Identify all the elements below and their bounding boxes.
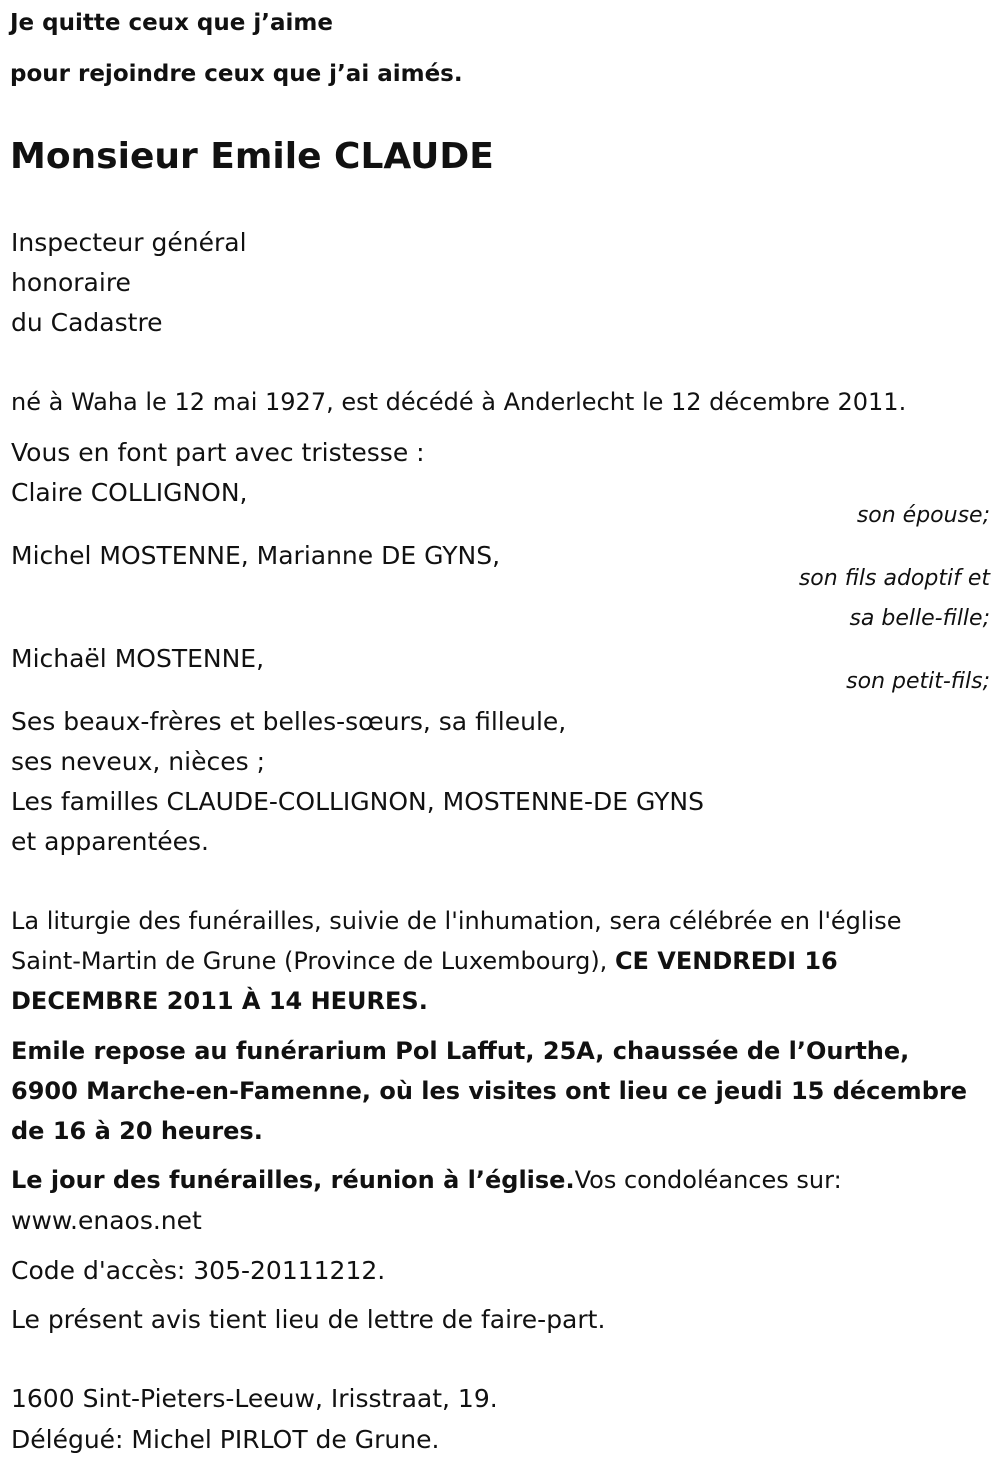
footer-address: 1600 Sint-Pieters-Leeuw, Irisstraat, 19. xyxy=(11,1384,498,1413)
mourner-2-names: Michel MOSTENNE, Marianne DE GYNS, xyxy=(11,541,501,570)
deceased-title-line-1: Inspecteur général xyxy=(11,228,247,257)
liturgy-line-2-regular: Saint-Martin de Grune (Province de Luxembourg), xyxy=(11,947,615,975)
notice-line: Le présent avis tient lieu de lettre de faire-part. xyxy=(11,1305,606,1334)
liturgy-date-bold: CE VENDREDI 16 xyxy=(614,947,838,975)
deceased-title-line-3: du Cadastre xyxy=(11,308,163,337)
deceased-name: Monsieur Emile CLAUDE xyxy=(10,136,494,177)
others-line-3: Les familles CLAUDE-COLLIGNON, MOSTENNE-DE GYNS xyxy=(11,787,705,816)
epigraph-line-2: pour rejoindre ceux que j’ai aimés. xyxy=(10,61,463,87)
mourner-1-names: Claire COLLIGNON, xyxy=(11,478,248,507)
repose-line-3: de 16 à 20 heures. xyxy=(11,1117,263,1145)
others-line-2: ses neveux, nièces ; xyxy=(11,747,266,776)
birth-death-line: né à Waha le 12 mai 1927, est décédé à Anderlecht le 12 décembre 2011. xyxy=(11,388,907,416)
announcement-intro: Vous en font part avec tristesse : xyxy=(11,438,425,467)
meeting-bold: Le jour des funérailles, réunion à l’église. xyxy=(11,1166,575,1194)
mourner-2-relation-line-2: sa belle-fille; xyxy=(849,606,990,631)
liturgy-line-1: La liturgie des funérailles, suivie de l'inhumation, sera célébrée en l'église xyxy=(11,907,902,935)
footer-delegate: Délégué: Michel PIRLOT de Grune. xyxy=(11,1425,440,1454)
mourner-3-names: Michaël MOSTENNE, xyxy=(11,644,265,673)
others-line-4: et apparentées. xyxy=(11,827,209,856)
others-line-1: Ses beaux-frères et belles-sœurs, sa filleule, xyxy=(11,707,567,736)
mourner-3-relation: son petit-fils; xyxy=(846,669,990,694)
mourner-1-relation: son épouse; xyxy=(856,503,990,528)
repose-line-1: Emile repose au funérarium Pol Laffut, 25A, chaussée de l’Ourthe, xyxy=(11,1037,910,1065)
liturgy-line-2 xyxy=(11,949,838,973)
access-code: Code d'accès: 305-20111212. xyxy=(11,1256,386,1285)
condolences-text: Vos condoléances sur: xyxy=(574,1166,842,1194)
mourner-2-relation-line-1: son fils adoptif et xyxy=(798,566,990,591)
liturgy-line-3: DECEMBRE 2011 À 14 HEURES. xyxy=(11,987,428,1015)
repose-line-2: 6900 Marche-en-Famenne, où les visites ont lieu ce jeudi 15 décembre xyxy=(11,1077,967,1105)
deceased-title-line-2: honoraire xyxy=(11,268,131,297)
condolences-site: www.enaos.net xyxy=(11,1206,202,1235)
epigraph-line-1: Je quitte ceux que j’aime xyxy=(10,10,333,36)
meeting-line xyxy=(11,1168,842,1192)
